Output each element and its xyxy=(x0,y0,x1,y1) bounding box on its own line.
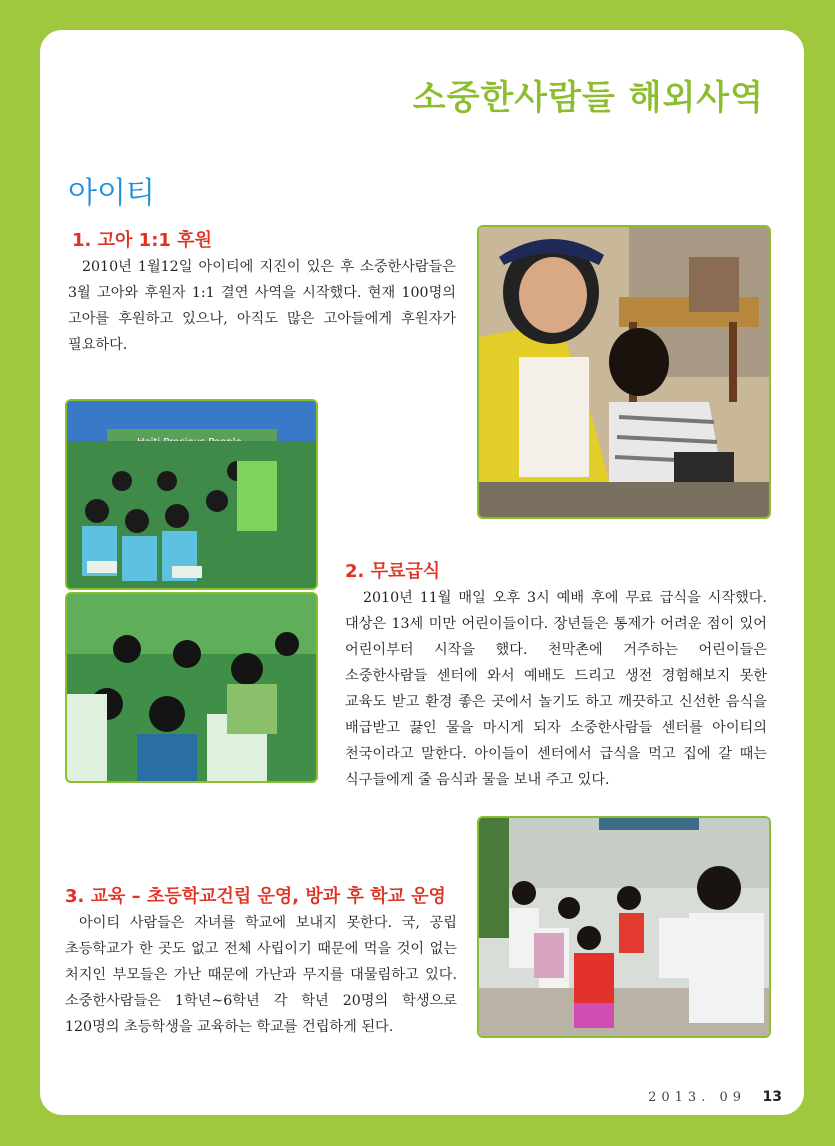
section-2-body: 2010년 11월 매일 오후 3시 예배 후에 무료 급식을 시작했다. 대상은 13세 미만 어린이들이다. 장년들은 통제가 어려운 점이 있어 어린이부터 시작을 했다. 천막촌에 거주하는 어린이들은 소중한사람들 센터에 와서 예배도 드리고 생전 경험해보지 못한 교육도 받고 환경 좋은 곳에서 놀기도 하고 깨끗하고 신선한 음식을 배급받고 끓인 물을 마시게 되자 소중한사람들 센터를 아이티의 천국이라고 말한다. 아이들이 센터에서 급식을 먹고 집에 갈 때는 식구들에게 줄 음식과 물을 보내 주고 있다. xyxy=(345,590,767,788)
photo-feeding-tent xyxy=(65,399,318,590)
section-2-title: 2. 무료급식 xyxy=(345,561,441,582)
photo-classroom xyxy=(477,816,771,1038)
photo-volunteer-with-child xyxy=(477,225,771,519)
section-3-body: 아이티 사람들은 자녀를 학교에 보내지 못한다. 국, 공립 초등학교가 한 곳도 없고 전체 사립이기 때문에 먹을 것이 없는 처지인 부모들은 가난 때문에 가난과 무지를 대물림하고 있다. 소중한사람들은 1학년~6학년 각 학년 20명의 학생으로 120명의 초등학생을 교육하는 학교를 건립하게 된다. xyxy=(65,915,457,1035)
section-3-title: 3. 교육 – 초등학교건립 운영, 방과 후 학교 운영 xyxy=(65,886,446,907)
issue-date: 2013. 09 xyxy=(648,1090,746,1105)
photo-feeding-children xyxy=(65,592,318,783)
section-1-body: 2010년 1월12일 아이티에 지진이 있은 후 소중한사람들은 3월 고아와 후원자 1:1 결연 사역을 시작했다. 현재 100명의 고아를 후원하고 있으나, 아직도 많은 고아들에게 후원자가 필요하다. xyxy=(68,259,456,353)
country-title: 아이티 xyxy=(68,176,155,211)
page-panel xyxy=(40,30,804,1115)
page-number: 13 xyxy=(762,1089,782,1105)
section-1-title: 1. 고아 1:1 후원 xyxy=(72,230,212,251)
page-header-title: 소중한사람들 해외사역 xyxy=(412,78,764,118)
